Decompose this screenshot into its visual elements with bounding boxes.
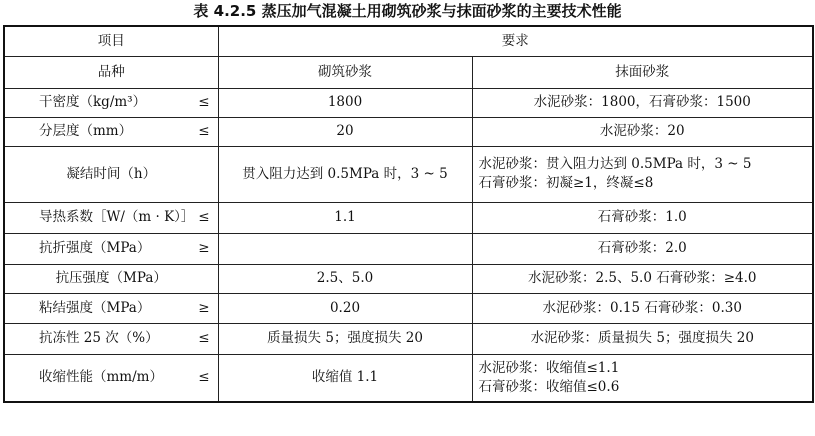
masonry-mortar-cell: 20 xyxy=(218,117,472,146)
row-label-suffix: ≤ xyxy=(198,209,210,225)
table-row xyxy=(4,293,813,323)
plaster-mortar-cell xyxy=(472,117,813,146)
plaster-mortar-line: 石膏砂浆：1.0 xyxy=(597,209,687,225)
row-label: 粘结强度（MPa） xyxy=(39,299,151,316)
row-label-cell xyxy=(4,293,218,323)
row-label-cell xyxy=(4,264,218,293)
row-label-cell xyxy=(4,56,218,88)
plaster-mortar-line: 石膏砂浆：2.0 xyxy=(597,240,687,256)
plaster-mortar-line: 水泥砂浆：质量损失 5；强度损失 20 xyxy=(530,330,754,346)
table-row xyxy=(4,202,813,233)
table-row xyxy=(4,354,813,402)
table-row xyxy=(4,117,813,146)
plaster-mortar-line: 水泥砂浆：收缩值≤1.1 xyxy=(478,359,620,376)
plaster-mortar-cell xyxy=(472,56,813,88)
row-label-cell xyxy=(4,88,218,117)
row-label: 抗压强度（MPa） xyxy=(55,270,167,286)
header-requirement: 要求 xyxy=(218,26,813,56)
row-label-suffix: ≤ xyxy=(198,123,210,139)
row-label: 导热系数［W/（m · K）］ xyxy=(39,209,195,225)
row-label-suffix: ≤ xyxy=(198,369,210,386)
header-row xyxy=(4,26,813,56)
plaster-mortar-cell xyxy=(472,323,813,354)
masonry-mortar-cell: 质量损失 5；强度损失 20 xyxy=(218,323,472,354)
plaster-mortar-cell xyxy=(472,233,813,264)
technical-performance-table xyxy=(3,25,814,403)
plaster-mortar-cell xyxy=(472,146,813,202)
row-label: 品种 xyxy=(97,63,125,80)
plaster-mortar-cell xyxy=(472,202,813,233)
plaster-mortar-line: 石膏砂浆：收缩值≤0.6 xyxy=(478,378,620,395)
row-label: 抗折强度（MPa） xyxy=(39,240,151,256)
plaster-mortar-line: 抹面砂浆 xyxy=(615,63,670,80)
masonry-mortar-cell: 1.1 xyxy=(218,202,472,233)
row-label-cell xyxy=(4,354,218,402)
masonry-mortar-cell: 收缩值 1.1 xyxy=(218,354,472,402)
row-label-suffix: ≤ xyxy=(198,94,210,110)
table-row xyxy=(4,56,813,88)
plaster-mortar-line: 水泥砂浆：贯入阻力达到 0.5MPa 时，3 ~ 5 xyxy=(478,156,752,172)
row-label-cell xyxy=(4,117,218,146)
row-label-suffix: ≥ xyxy=(198,240,210,256)
table-row xyxy=(4,88,813,117)
row-label-cell xyxy=(4,202,218,233)
table-row xyxy=(4,146,813,202)
row-label-cell xyxy=(4,323,218,354)
masonry-mortar-cell xyxy=(218,233,472,264)
plaster-mortar-cell xyxy=(472,264,813,293)
table-row xyxy=(4,233,813,264)
row-label: 抗冻性 25 次（%） xyxy=(39,330,159,346)
plaster-mortar-line: 水泥砂浆：20 xyxy=(599,123,685,139)
row-label: 凝结时间（h） xyxy=(66,165,157,182)
row-label: 分层度（mm） xyxy=(39,123,133,139)
masonry-mortar-cell: 砌筑砂浆 xyxy=(218,56,472,88)
plaster-mortar-cell xyxy=(472,88,813,117)
row-label: 收缩性能（mm/m） xyxy=(39,369,163,386)
plaster-mortar-cell xyxy=(472,354,813,402)
row-label-suffix: ≥ xyxy=(198,299,210,316)
header-item: 项目 xyxy=(4,26,218,56)
plaster-mortar-line: 水泥砂浆：2.5、5.0 石膏砂浆：≥4.0 xyxy=(527,270,757,286)
masonry-mortar-cell: 贯入阻力达到 0.5MPa 时，3 ~ 5 xyxy=(218,146,472,202)
plaster-mortar-line: 水泥砂浆：1800，石膏砂浆：1500 xyxy=(533,94,751,110)
masonry-mortar-cell: 0.20 xyxy=(218,293,472,323)
row-label-suffix: ≤ xyxy=(198,330,210,346)
table-caption: 表 4.2.5 蒸压加气混凝土用砌筑砂浆与抹面砂浆的主要技术性能 xyxy=(193,2,622,20)
row-label-cell xyxy=(4,146,218,202)
row-label: 干密度（kg/m³） xyxy=(39,94,147,110)
masonry-mortar-cell: 2.5、5.0 xyxy=(218,264,472,293)
table-row xyxy=(4,323,813,354)
table-row xyxy=(4,264,813,293)
plaster-mortar-cell xyxy=(472,293,813,323)
row-label-cell xyxy=(4,233,218,264)
masonry-mortar-cell: 1800 xyxy=(218,88,472,117)
plaster-mortar-line: 石膏砂浆：初凝≥1，终凝≤8 xyxy=(478,175,654,191)
plaster-mortar-line: 水泥砂浆：0.15 石膏砂浆：0.30 xyxy=(542,299,742,316)
